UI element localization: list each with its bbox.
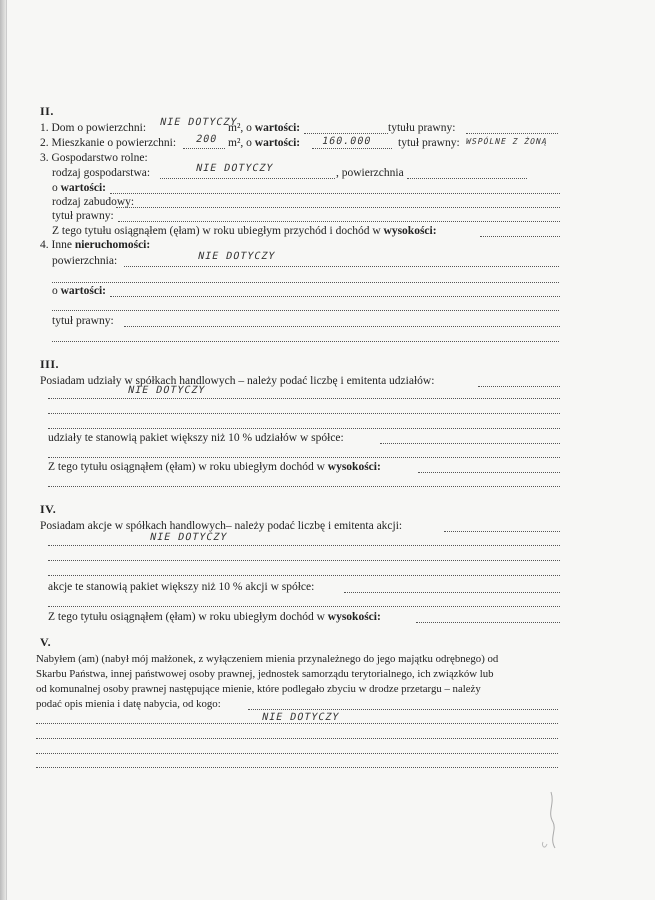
flat-title-label: tytuł prawny:	[398, 137, 460, 149]
stocks-income-line	[416, 622, 560, 623]
acquired-line-2	[36, 723, 558, 724]
house-label: 1. Dom o powierzchni:	[40, 122, 147, 134]
stocks-line-2	[48, 545, 560, 546]
acquired-text-1: Nabyłem (am) (nabył mój małżonek, z wyłączeniem mienia przynależnego do jego majątku odrębnego) od	[36, 653, 499, 665]
acquired-text-3: od komunalnej osoby prawnej następujące mienie, które podlegało zbyciu w drodze przetargu – należy	[36, 683, 481, 695]
farm-value-line	[110, 193, 560, 194]
acquired-text-2: Skarbu Państwa, innej państwowej osoby prawnej, jednostek samorządu terytorialnego, ich związków lub	[36, 668, 494, 680]
shares-income-line-2	[48, 486, 560, 487]
flat-label: 2. Mieszkanie o powierzchni:	[40, 137, 177, 149]
stocks-income-label: Z tego tytułu osiągnąłem (ęłam) w roku ubiegłym dochód w wysokości:	[48, 611, 381, 623]
farm-title-line	[118, 221, 560, 222]
section-iii-title: III.	[40, 357, 60, 371]
shares-stake-label: udziały te stanowią pakiet większy niż 10 % udziałów w spółce:	[48, 432, 344, 444]
shares-line-4	[48, 428, 560, 429]
other-title-label: tytuł prawny:	[52, 315, 114, 327]
other-property-label: 4. Inne nieruchomości:	[40, 239, 151, 251]
faint-signature-mark	[537, 790, 567, 850]
shares-line-2	[48, 398, 560, 399]
scan-line	[6, 0, 7, 900]
other-area-label: powierzchnia:	[52, 255, 118, 267]
stocks-label: Posiadam akcje w spółkach handlowych– należy podać liczbę i emitenta akcji:	[40, 520, 403, 532]
stocks-line-3	[48, 560, 560, 561]
flat-unit: m², o wartości:	[228, 137, 301, 149]
house-title-label: tytułu prawny:	[388, 122, 456, 134]
acquired-line-5	[36, 767, 558, 768]
section-ii-title: II.	[40, 104, 54, 118]
acquired-handwritten: NIE DOTYCZY	[260, 712, 341, 723]
acquired-line	[248, 709, 558, 710]
stocks-handwritten: NIE DOTYCZY	[148, 532, 229, 543]
farm-type-line	[160, 178, 335, 179]
other-title-line-2	[52, 341, 559, 342]
farm-type-label: rodzaj gospodarstwa:	[52, 167, 151, 179]
other-value-line	[110, 296, 560, 297]
acquired-line-4	[36, 753, 558, 754]
shares-income-label: Z tego tytułu osiągnąłem (ęłam) w roku ubiegłym dochód w wysokości:	[48, 461, 381, 473]
farm-income-label: Z tego tytułu osiągnąłem (ęłam) w roku ubiegłym przychód i dochód w wysokości:	[52, 225, 437, 237]
house-value-line	[304, 133, 388, 134]
house-area-handwritten: NIE DOTYCZY	[158, 117, 239, 128]
flat-value-handwritten: 160.000	[320, 136, 373, 147]
acquired-line-3	[36, 738, 558, 739]
other-area-line-2	[52, 282, 559, 283]
other-value-line-2	[52, 310, 559, 311]
other-value-label: o wartości:	[52, 285, 106, 297]
shares-income-line	[418, 472, 560, 473]
stocks-stake-line	[344, 592, 560, 593]
other-area-line	[124, 266, 559, 267]
farm-title-label: tytuł prawny:	[52, 210, 114, 222]
section-iv-title: IV.	[40, 502, 57, 516]
acquired-text-4: podać opis mienia i datę nabycia, od kogo:	[36, 698, 221, 710]
shares-handwritten: NIE DOTYCZY	[126, 385, 207, 396]
shares-line-3	[48, 413, 560, 414]
farm-buildings-label: rodzaj zabudowy:	[52, 196, 135, 208]
shares-stake-line-2	[48, 457, 560, 458]
flat-value-line	[312, 148, 392, 149]
flat-area-handwritten: 200	[194, 134, 219, 145]
farm-type-handwritten: NIE DOTYCZY	[194, 163, 275, 174]
house-title-line	[466, 133, 558, 134]
flat-title-handwritten: WSPÓLNE Z ŻONĄ	[465, 137, 549, 146]
stocks-stake-line-2	[48, 606, 560, 607]
stocks-line-4	[48, 575, 560, 576]
farm-income-line	[480, 236, 560, 237]
farm-area-line	[407, 178, 527, 179]
other-area-handwritten: NIE DOTYCZY	[196, 251, 277, 262]
stocks-line	[444, 531, 560, 532]
shares-label: Posiadam udziały w spółkach handlowych – należy podać liczbę i emitenta udziałów:	[40, 375, 435, 387]
farm-area-label: , powierzchnia	[336, 167, 404, 179]
stocks-stake-label: akcje te stanowią pakiet większy niż 10 % akcji w spółce:	[48, 581, 315, 593]
shares-stake-line	[380, 443, 560, 444]
house-unit: m², o wartości:	[228, 122, 301, 134]
shares-line	[478, 386, 560, 387]
flat-area-line	[183, 148, 225, 149]
farm-buildings-line	[116, 207, 560, 208]
other-title-line	[124, 326, 560, 327]
farm-value-label: o wartości:	[52, 182, 106, 194]
section-v-title: V.	[40, 635, 52, 649]
farm-label: 3. Gospodarstwo rolne:	[40, 152, 148, 164]
